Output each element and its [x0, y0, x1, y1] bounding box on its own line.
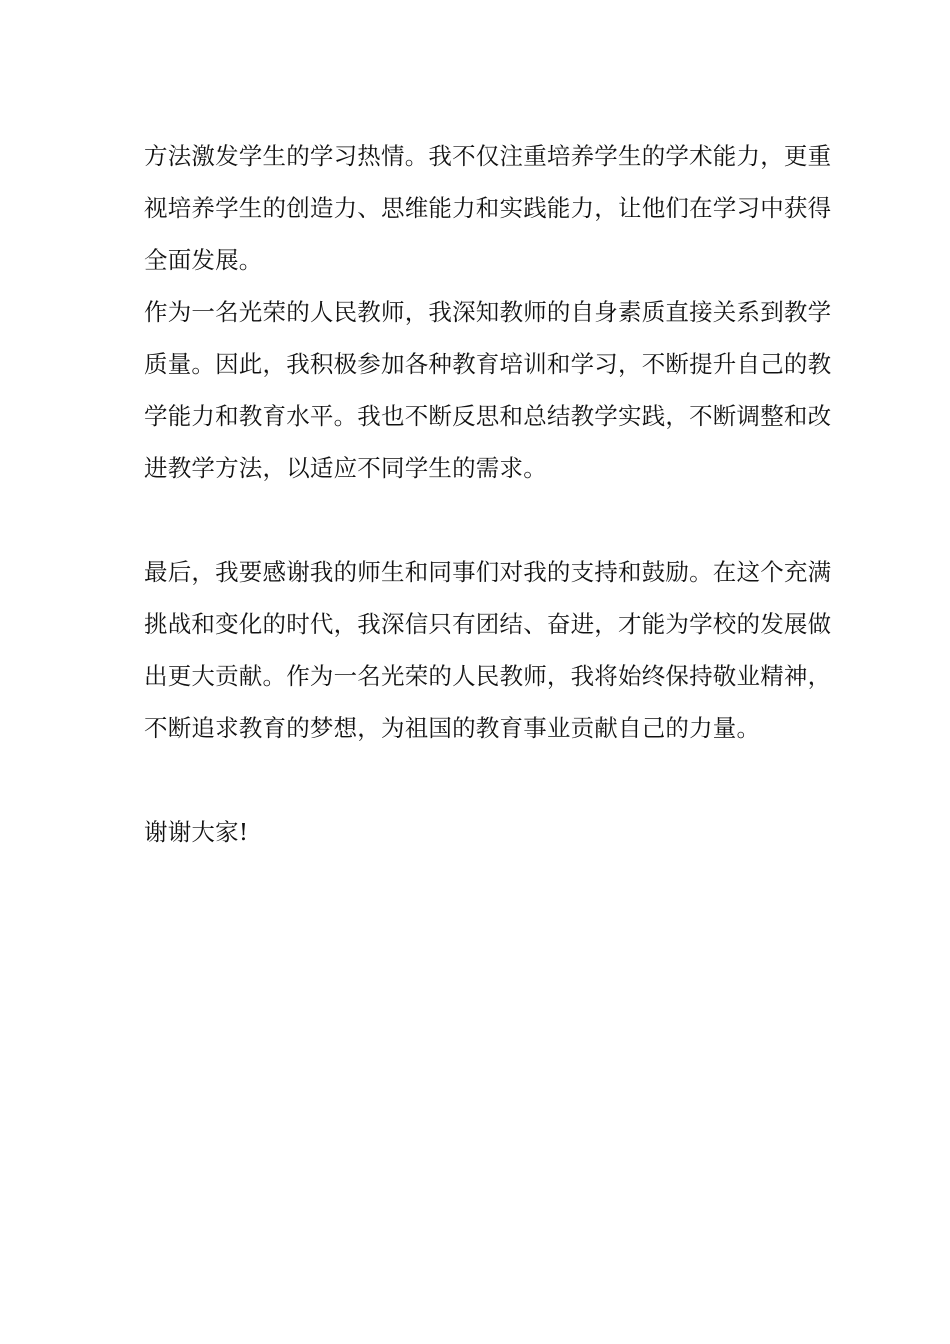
paragraph-line: 视培养学生的创造力、思维能力和实践能力，让他们在学习中获得	[144, 194, 832, 222]
paragraph-line: 作为一名光荣的人民教师，我深知教师的自身素质直接关系到教学	[144, 298, 832, 326]
closing-line: 谢谢大家!	[144, 818, 249, 846]
paragraph-line: 不断追求教育的梦想，为祖国的教育事业贡献自己的力量。	[144, 714, 761, 742]
paragraph-2	[144, 286, 832, 494]
paragraph-line: 质量。因此，我积极参加各种教育培训和学习，不断提升自己的教	[144, 350, 832, 378]
paragraph-line: 全面发展。	[144, 246, 263, 274]
document-body	[144, 130, 832, 858]
paragraph-3	[144, 546, 832, 754]
paragraph-line: 方法激发学生的学习热情。我不仅注重培养学生的学术能力，更重	[144, 142, 832, 170]
paragraph-line: 学能力和教育水平。我也不断反思和总结教学实践，不断调整和改	[144, 402, 832, 430]
paragraph-line: 最后，我要感谢我的师生和同事们对我的支持和鼓励。在这个充满	[144, 558, 832, 586]
paragraph-1	[144, 130, 832, 286]
paragraph-spacer	[144, 754, 806, 806]
paragraph-line: 挑战和变化的时代，我深信只有团结、奋进，才能为学校的发展做	[144, 610, 832, 638]
paragraph-line: 出更大贡献。作为一名光荣的人民教师，我将始终保持敬业精神，	[144, 662, 832, 690]
paragraph-line: 进教学方法，以适应不同学生的需求。	[144, 454, 547, 482]
paragraph-spacer	[144, 494, 806, 546]
